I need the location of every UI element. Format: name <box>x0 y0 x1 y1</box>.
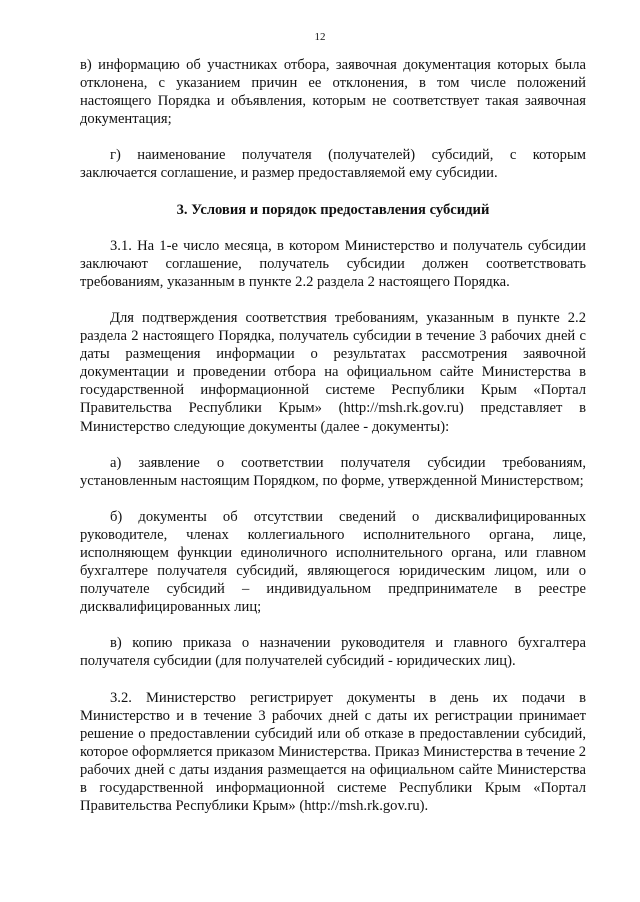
body-paragraph: 3.1. На 1-е число месяца, в котором Министерство и получатель субсидии заключают соглашение, получатель субсидии должен соответствовать требованиям, указанным в пункте 2.2 раздела 2 настоящего Порядка. <box>80 237 586 290</box>
paragraph-spacer <box>80 183 586 201</box>
body-paragraph: Для подтверждения соответствия требованиям, указанным в пункте 2.2 раздела 2 настоящего Порядка, получатель субсидии в течение 3 рабочих дней с даты размещения информации о результатах рассмотрения заявочной документации и проведении отбора на официальном сайте Министерства в государственной информационной системе Республики Крым «Портал Правительства Республики Крым» (http://msh.rk.gov.ru) представляет в Министерство следующие документы (далее - документы): <box>80 309 586 435</box>
body-paragraph: 3.2. Министерство регистрирует документы в день их подачи в Министерство и в течение 3 рабочих дней с даты их регистрации принимает решение о предоставлении субсидий или об отказе в предоставлении субсидий, которое оформляется приказом Министерства. Приказ Министерства в течение 2 рабочих дней с даты издания размещается на официальном сайте Министерства в государственной информационной системе Республики Крым «Портал Правительства Республики Крым» (http://msh.rk.gov.ru). <box>80 689 586 815</box>
paragraph-spacer <box>80 291 586 309</box>
section-heading: 3. Условия и порядок предоставления субсидий <box>176 201 490 218</box>
body-paragraph: в) копию приказа о назначении руководителя и главного бухгалтера получателя субсидии (для получателей субсидий - юридических лиц). <box>80 635 586 670</box>
paragraph-spacer <box>80 219 586 237</box>
paragraph-spacer <box>80 671 586 689</box>
body-paragraph: в) информацию об участниках отбора, заявочная документация которых была отклонена, с указанием причин ее отклонения, в том числе положений настоящего Порядка и объявления, которым не соответствует такая заявочная документация; <box>80 57 586 128</box>
body-paragraph: а) заявление о соответствии получателя субсидии требованиям, установленным настоящим Порядком, по форме, утвержденной Министерством; <box>80 454 586 489</box>
paragraph-spacer <box>80 436 586 454</box>
body-paragraph: б) документы об отсутствии сведений о дисквалифицированных руководителе, членах коллегиального исполнительного органа, лице, исполняющем функции единоличного исполнительного органа, или главном бухгалтере получателя субсидий, являющегося юридическим лицом, или о получателе субсидий – индивидуальном предпринимателе в реестре дисквалифицированных лиц; <box>80 508 586 616</box>
body-paragraph: г) наименование получателя (получателей) субсидий, с которым заключается соглашение, и размер предоставляемой ему субсидии. <box>80 147 586 182</box>
paragraph-spacer <box>80 616 586 634</box>
paragraph-spacer <box>80 128 586 146</box>
document-body <box>80 56 586 815</box>
paragraph-spacer <box>80 490 586 508</box>
page-number: 12 <box>314 31 326 43</box>
